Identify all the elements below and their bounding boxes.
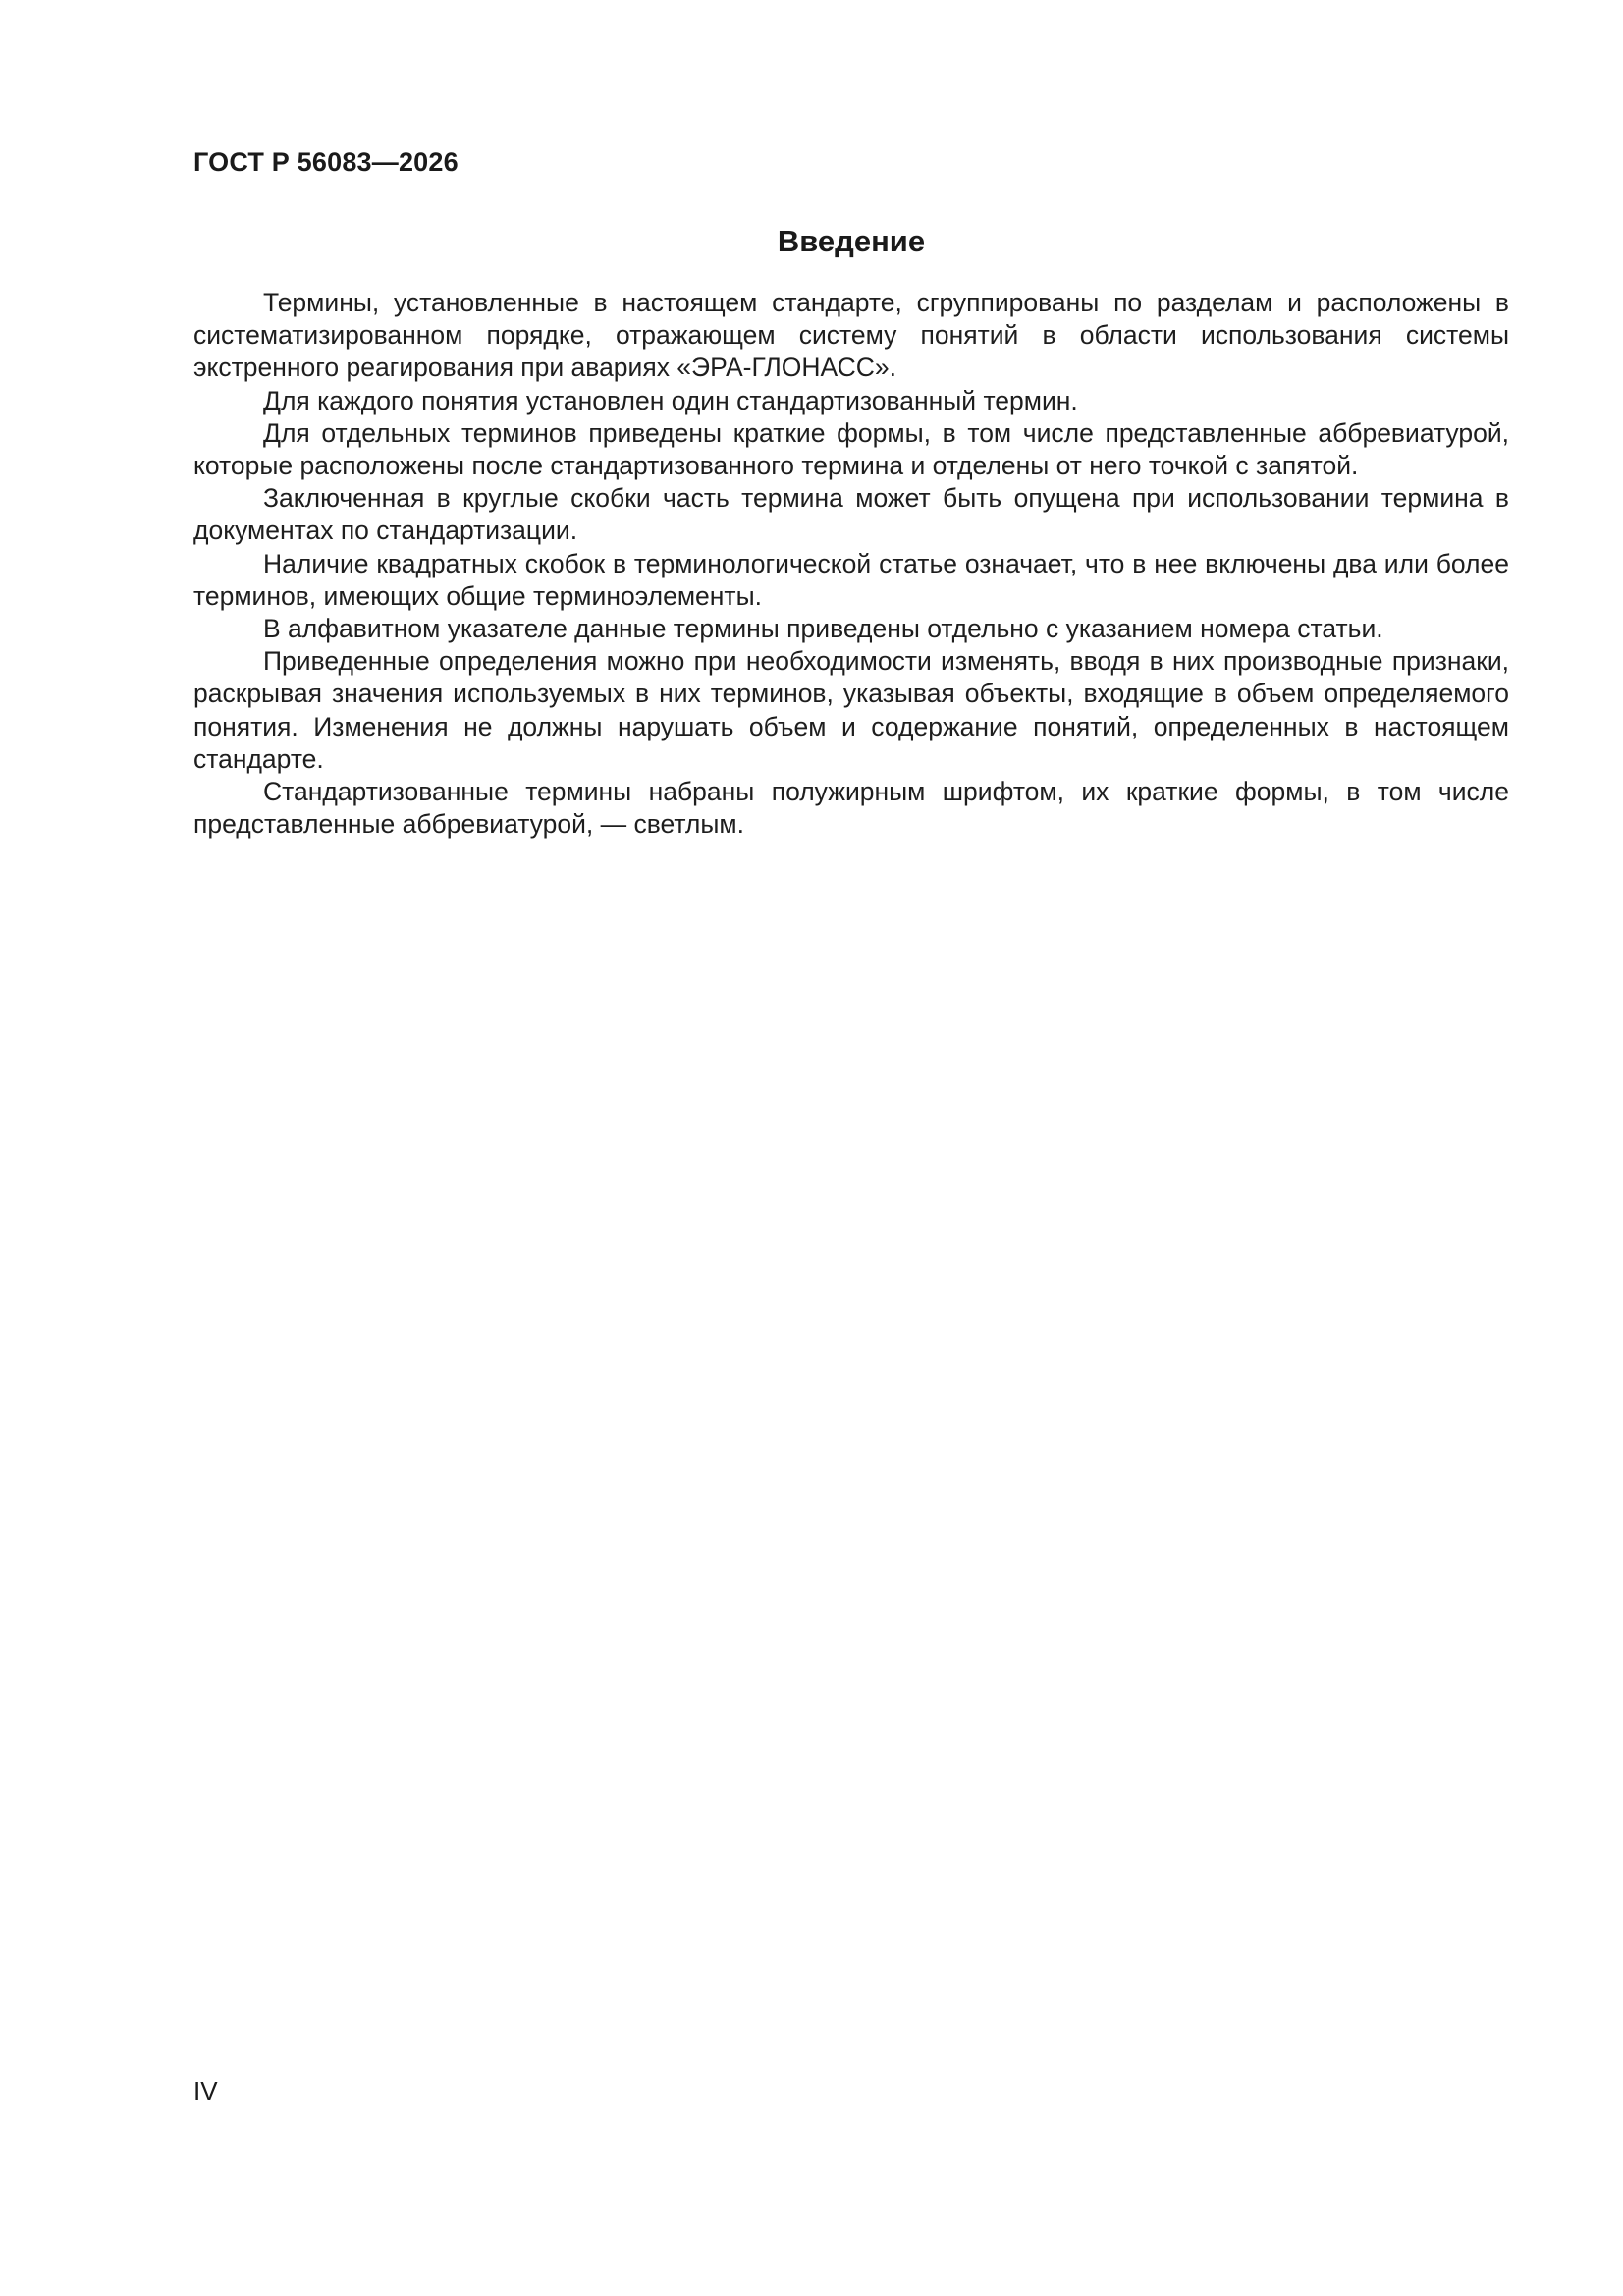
document-code: ГОСТ Р 56083—2026 <box>193 147 459 177</box>
page-number: IV <box>193 2076 218 2105</box>
paragraph: Наличие квадратных скобок в терминологической статье означает, что в нее включены два или более терминов, имеющих общие терминоэлементы. <box>193 548 1509 611</box>
paragraph: Стандартизованные термины набраны полужирным шрифтом, их краткие формы, в том числе представленные аббревиатурой, — светлым. <box>193 777 1509 840</box>
section-title: Введение <box>777 224 926 258</box>
paragraph: Приведенные определения можно при необходимости изменять, вводя в них производные признаки, раскрывая значения используемых в них терминов, указывая объекты, входящие в объем определяемого понятия. Изменения не должны нарушать объем и содержание понятий, определенных в настоящем стандарте. <box>193 646 1509 774</box>
paragraph: Термины, установленные в настоящем стандарте, сгруппированы по разделам и расположены в систематизированном порядке, отражающем систему понятий в области использования системы экстренного реагирования при авариях «ЭРА-ГЛОНАСС». <box>193 288 1509 383</box>
paragraph: Для отдельных терминов приведены краткие формы, в том числе представленные аббревиатурой, которые расположены после стандартизованного термина и отделены от него точкой с запятой. <box>193 417 1509 481</box>
paragraph: Для каждого понятия установлен один стандартизованный термин. <box>263 385 1078 415</box>
paragraph: Заключенная в круглые скобки часть термина может быть опущена при использовании термина в документах по стандартизации. <box>193 483 1509 546</box>
paragraph: В алфавитном указателе данные термины приведены отдельно с указанием номера статьи. <box>263 614 1383 644</box>
section-body <box>193 287 1509 841</box>
